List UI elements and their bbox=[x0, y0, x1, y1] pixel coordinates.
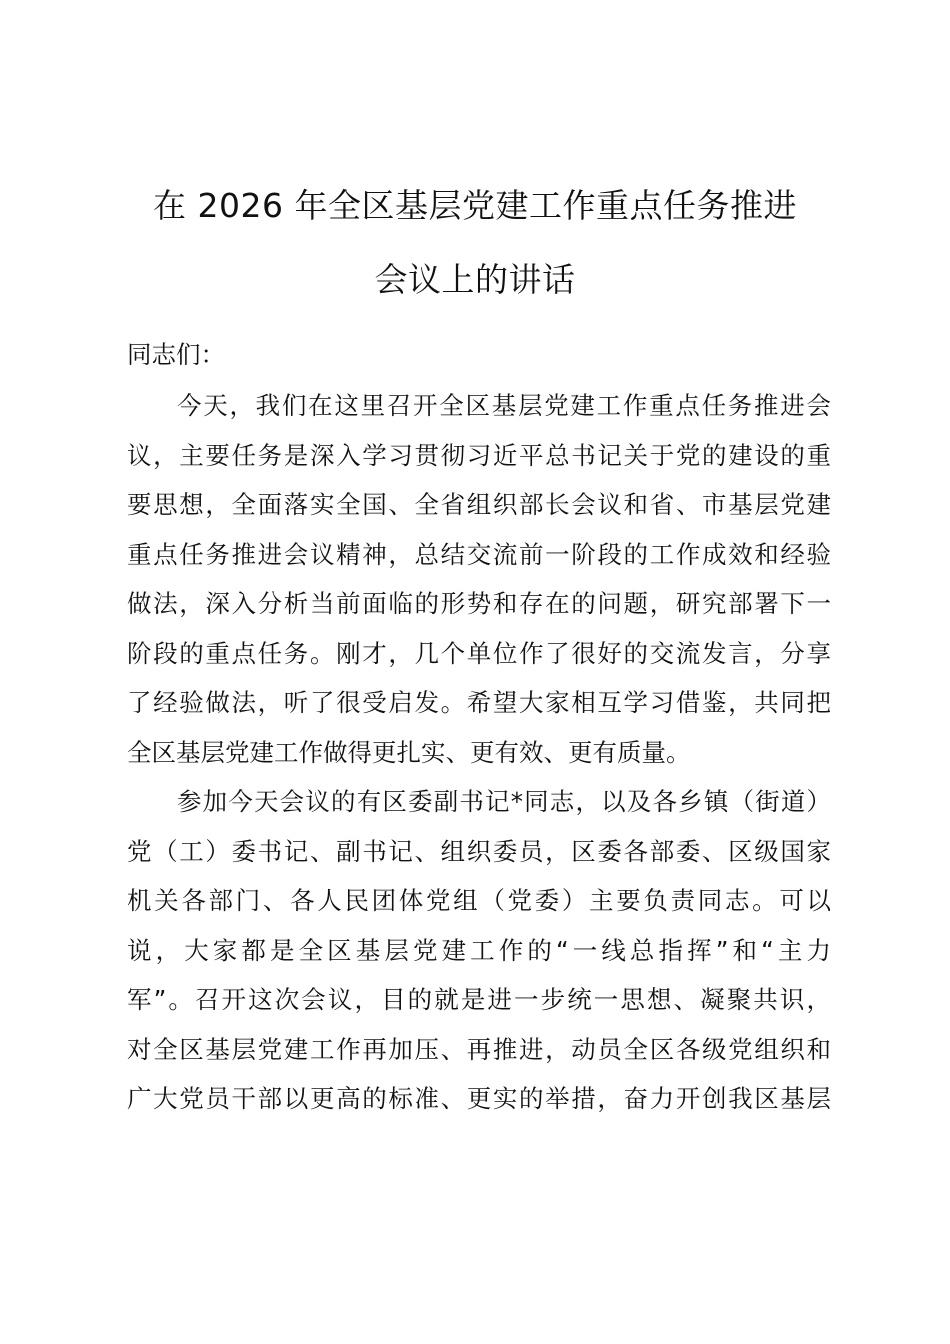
paragraph-1-line-7: 了经验做法，听了很受启发。希望大家相互学习借鉴，共同把 bbox=[127, 688, 831, 717]
paragraph-1-line-1: 今天，我们在这里召开全区基层党建工作重点任务推进会 bbox=[177, 391, 831, 420]
salutation: 同志们： bbox=[127, 340, 225, 369]
paragraph-1-line-2: 议，主要任务是深入学习贯彻习近平总书记关于党的建设的重 bbox=[127, 441, 831, 470]
paragraph-2-line-5: 军”。召开这次会议，目的就是进一步统一思想、凝聚共识， bbox=[127, 985, 831, 1014]
paragraph-2-line-7: 广大党员干部以更高的标准、更实的举措，奋力开创我区基层 bbox=[127, 1084, 831, 1113]
paragraph-2-line-6: 对全区基层党建工作再加压、再推进，动员全区各级党组织和 bbox=[127, 1035, 831, 1064]
paragraph-1-line-8: 全区基层党建工作做得更扎实、更有效、更有质量。 bbox=[127, 738, 691, 767]
paragraph-2-line-3: 机关各部门、各人民团体党组（党委）主要负责同志。可以 bbox=[127, 886, 831, 915]
paragraph-2-line-4: 说，大家都是全区基层党建工作的“一线总指挥”和“主力 bbox=[127, 936, 831, 965]
paragraph-2-line-1: 参加今天会议的有区委副书记*同志，以及各乡镇（街道） bbox=[177, 787, 831, 816]
document-title-line-1: 在 2026 年全区基层党建工作重点任务推进 bbox=[153, 186, 797, 225]
paragraph-1-line-3: 要思想，全面落实全国、全省组织部长会议和省、市基层党建 bbox=[127, 490, 831, 519]
paragraph-1-line-5: 做法，深入分析当前面临的形势和存在的问题，研究部署下一 bbox=[127, 589, 831, 618]
paragraph-1-line-4: 重点任务推进会议精神，总结交流前一阶段的工作成效和经验 bbox=[127, 540, 831, 569]
paragraph-2-line-2: 党（工）委书记、副书记、组织委员，区委各部委、区级国家 bbox=[127, 837, 831, 866]
paragraph-1-line-6: 阶段的重点任务。刚才，几个单位作了很好的交流发言，分享 bbox=[127, 639, 831, 668]
document-title-line-2: 会议上的讲话 bbox=[374, 260, 576, 299]
